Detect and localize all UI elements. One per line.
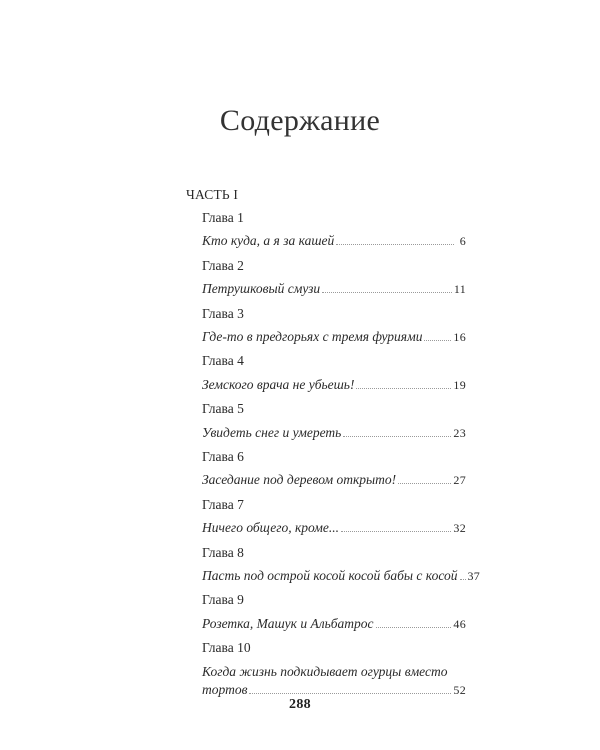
- toc-entry-title-line2: тортов: [202, 681, 248, 697]
- toc-entry-page: 6: [459, 234, 466, 249]
- toc-entry-title: Увидеть снег и умереть: [202, 424, 342, 440]
- chapter-label: Глава 7: [202, 496, 244, 512]
- chapter-label: Глава 1: [202, 210, 244, 225]
- dot-leader: [322, 292, 452, 293]
- toc-entry[interactable]: [186, 660, 466, 702]
- toc-entry-title: Где-то в предгорьях с тремя фуриями: [202, 328, 423, 344]
- toc-entry-page: 19: [453, 377, 466, 392]
- chapter-label: Глава 10: [202, 640, 251, 656]
- dot-leader: [341, 531, 451, 532]
- chapter-label: Глава 3: [202, 305, 244, 321]
- toc-entry-page: 46: [453, 616, 466, 631]
- chapter-label: Глава 8: [202, 544, 244, 560]
- toc-entry-page: 52: [453, 682, 466, 697]
- dot-leader: [336, 244, 454, 245]
- table-of-contents: [186, 184, 481, 702]
- page-number: 288: [289, 697, 311, 712]
- toc-entry-title: Ничего общего, кроме...: [202, 520, 340, 536]
- toc-entry-page: 27: [453, 473, 466, 488]
- dot-leader: [398, 483, 451, 484]
- chapter-label: Глава 2: [202, 257, 244, 273]
- toc-entry[interactable]: [186, 612, 466, 636]
- toc-entry-title: Петрушковый смузи: [202, 281, 321, 297]
- toc-entry[interactable]: [186, 564, 481, 588]
- toc-entry[interactable]: [186, 373, 466, 397]
- dot-leader: [460, 579, 466, 580]
- toc-entry-page: 11: [453, 282, 466, 297]
- chapter-label: Глава 6: [202, 448, 244, 464]
- dot-leader: [249, 693, 451, 694]
- part-heading: ЧАСТЬ I: [186, 187, 239, 202]
- toc-entry-page: 32: [453, 521, 466, 536]
- dot-leader: [356, 388, 451, 389]
- chapter-label: Глава 9: [202, 592, 244, 608]
- dot-leader: [376, 627, 452, 628]
- dot-leader: [424, 340, 451, 341]
- toc-entry-title: Земского врача не убьешь!: [202, 376, 355, 392]
- toc-entry-title: Розетка, Машук и Альбатрос: [202, 615, 374, 631]
- toc-entry-title: Заседание под деревом открыто!: [202, 472, 397, 488]
- chapter-label: Глава 4: [202, 353, 244, 369]
- toc-entry[interactable]: [186, 516, 466, 540]
- toc-entry-page: 23: [453, 425, 466, 440]
- toc-entry-page: 16: [453, 329, 466, 344]
- chapter-label: Глава 5: [202, 401, 244, 417]
- toc-entry[interactable]: [186, 325, 466, 349]
- toc-entry-page: 37: [467, 568, 481, 583]
- toc-entry-title-line1: Когда жизнь подкидывает огурцы вместо: [202, 663, 448, 679]
- dot-leader: [343, 436, 451, 437]
- toc-entry-title: Кто куда, а я за кашей: [202, 233, 335, 249]
- page-title: Содержание: [219, 104, 381, 137]
- toc-entry-title: Пасть под острой косой косой бабы с косой: [202, 567, 458, 583]
- toc-entry[interactable]: [186, 421, 466, 445]
- toc-entry[interactable]: [186, 229, 466, 253]
- toc-entry[interactable]: [186, 468, 466, 492]
- toc-entry[interactable]: [186, 277, 466, 301]
